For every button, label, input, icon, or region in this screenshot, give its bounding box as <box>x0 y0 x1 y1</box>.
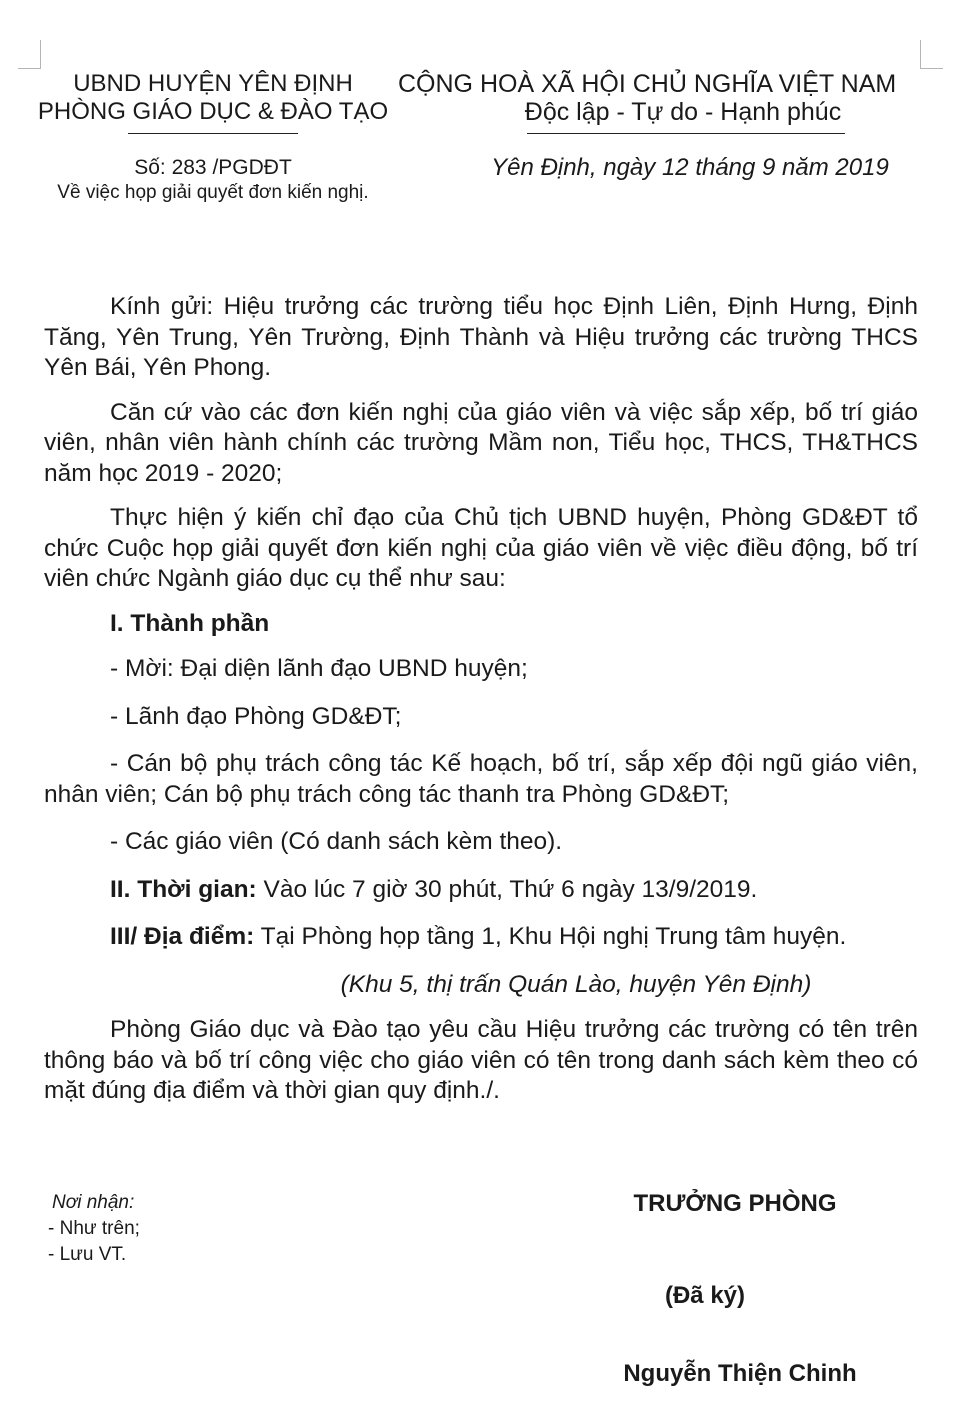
time-value: Vào lúc 7 giờ 30 phút, Thứ 6 ngày 13/9/2019. <box>256 875 758 903</box>
header-underline-right <box>527 133 845 134</box>
header-underline-left <box>128 133 298 134</box>
participant-item: - Các giáo viên (Có danh sách kèm theo). <box>110 828 563 855</box>
crop-mark-top-right <box>920 40 943 69</box>
recipient-paragraph: Kính gửi: Hiệu trưởng các trường tiểu học Định Liên, Định Hưng, Định Tăng, Yên Trung, Yên Trường, Định Thành và Hiệu trưởng các trường THCS Yên Bái, Yên Phong. <box>44 293 918 381</box>
location-note: (Khu 5, thị trấn Quán Lào, huyện Yên Định) <box>340 970 812 998</box>
issuing-authority: UBND HUYỆN YÊN ĐỊNH <box>73 70 353 97</box>
location-label: III/ Địa điểm: <box>110 923 255 950</box>
closing-paragraph: Phòng Giáo dục và Đào tạo yêu cầu Hiệu trưởng các trường có tên trên thông báo và bố trí công việc cho giáo viên có tên trong danh sách kèm theo có mặt đúng địa điểm và thời gian quy định./. <box>44 1016 918 1104</box>
recipients-heading: Nơi nhận: <box>52 1192 135 1213</box>
issuing-department: PHÒNG GIÁO DỤC & ĐÀO TẠO <box>37 98 389 125</box>
recipient-item: - Như trên; <box>48 1218 140 1239</box>
directive-paragraph: Thực hiện ý kiến chỉ đạo của Chủ tịch UBND huyện, Phòng GD&ĐT tổ chức Cuộc họp giải quyết đơn kiến nghị của giáo viên về việc điều động, bố trí viên chức Ngành giáo dục cụ thể như sau: <box>44 504 918 592</box>
document-subject: Về việc họp giải quyết đơn kiến nghị. <box>57 182 369 203</box>
location-line <box>44 922 918 953</box>
crop-mark-top-left <box>18 40 41 69</box>
participant-item: - Mời: Đại diện lãnh đạo UBND huyện; <box>110 655 528 682</box>
place-and-date: Yên Định, ngày 12 tháng 9 năm 2019 <box>491 154 889 181</box>
document-body <box>44 292 918 1121</box>
location-value: Tại Phòng họp tầng 1, Khu Hội nghị Trung tâm huyện. <box>254 923 847 950</box>
time-line <box>44 875 918 906</box>
signed-note: (Đã ký) <box>664 1282 746 1309</box>
document-number: Số: 283 /PGDĐT <box>134 156 292 179</box>
time-label: II. Thời gian: <box>110 875 257 903</box>
recipient-item: - Lưu VT. <box>48 1244 127 1265</box>
participant-item: - Cán bộ phụ trách công tác Kế hoạch, bố trí, sắp xếp đội ngũ giáo viên, nhân viên; Cán bộ phụ trách công tác thanh tra Phòng GD&ĐT; <box>44 750 918 808</box>
section-participants-heading: I. Thành phần <box>110 609 270 637</box>
national-motto: Độc lập - Tự do - Hạnh phúc <box>524 98 842 126</box>
national-title: CỘNG HOÀ XÃ HỘI CHỦ NGHĨA VIỆT NAM <box>398 70 897 98</box>
signer-name: Nguyễn Thiện Chinh <box>623 1360 857 1387</box>
basis-paragraph: Căn cứ vào các đơn kiến nghị của giáo viên và việc sắp xếp, bố trí giáo viên, nhân viên hành chính các trường Mầm non, Tiểu học, THCS, TH&THCS năm học 2019 - 2020; <box>44 398 918 487</box>
signer-title: TRƯỞNG PHÒNG <box>633 1190 837 1217</box>
participant-item: - Lãnh đạo Phòng GD&ĐT; <box>110 702 402 730</box>
